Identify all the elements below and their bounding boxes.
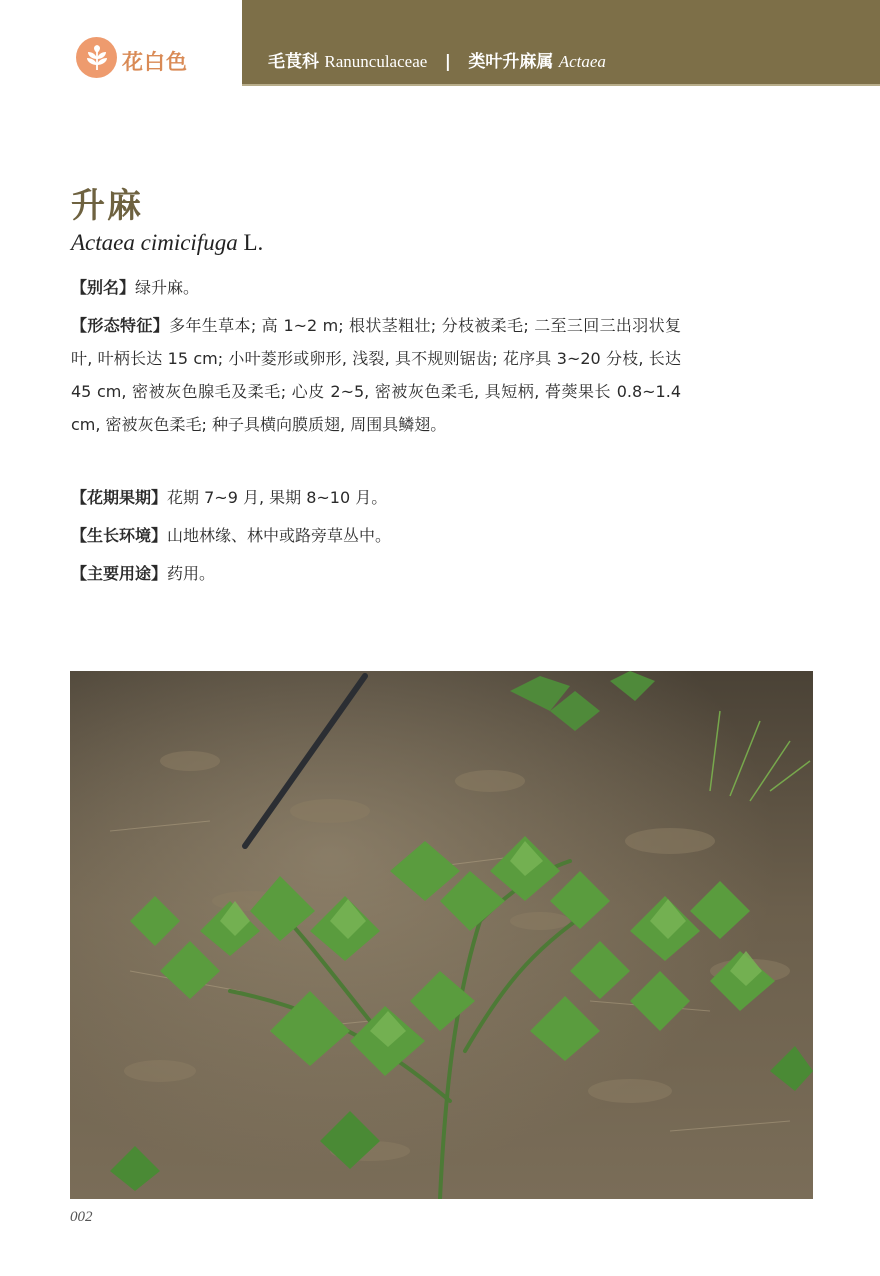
scientific-name-binomial: Actaea cimicifuga [71, 230, 238, 255]
morphology-entry [71, 309, 681, 441]
plant-photo [70, 671, 813, 1199]
color-category-label: 花白色 [122, 50, 188, 74]
morphology-text: 多年生草本; 高 1~2 m; 根状茎粗壮; 分枝被柔毛; 二至三回三出羽状复叶, 叶柄长达 15 cm; 小叶菱形或卵形, 浅裂, 具不规则锯齿; 花序具 3~20 分枝, 长达 45 cm, 密被灰色腺毛及柔毛; 心皮 2~5, 密被灰色柔毛, 具短柄, 蓇葖果长 0.8~1.4 cm, 密被灰色柔毛; 种子具横向膜质翅, 周围具鳞翅。 [71, 316, 681, 434]
page-number: 002 [70, 1209, 93, 1225]
habitat-entry [71, 519, 681, 552]
header-left [0, 0, 242, 86]
leaf-sprig-icon [76, 37, 117, 78]
scientific-name-author: L. [243, 230, 264, 255]
usage-label: 【主要用途】 [71, 564, 168, 583]
habitat-text: 山地林缘、林中或路旁草丛中。 [167, 526, 392, 545]
usage-entry [71, 557, 681, 590]
taxonomy-header [268, 47, 606, 72]
genus-latin: Actaea [558, 52, 606, 71]
header-separator: | [444, 52, 451, 72]
habitat-label: 【生长环境】 [71, 526, 168, 545]
species-title: 升麻 [71, 186, 143, 226]
alias-label: 【别名】 [71, 278, 136, 297]
header-band [242, 0, 880, 86]
phenology-text: 花期 7~9 月, 果期 8~10 月。 [167, 488, 388, 507]
scientific-name [71, 230, 263, 256]
alias-entry [71, 271, 681, 304]
phenology-label: 【花期果期】 [71, 488, 168, 507]
genus-cn: 类叶升麻属 [468, 52, 554, 72]
alias-text: 绿升麻。 [135, 278, 200, 297]
morphology-label: 【形态特征】 [71, 316, 170, 335]
family-latin: Ranunculaceae [324, 52, 428, 71]
family-cn: 毛茛科 [268, 52, 319, 72]
phenology-entry [71, 481, 681, 514]
usage-text: 药用。 [167, 564, 216, 583]
